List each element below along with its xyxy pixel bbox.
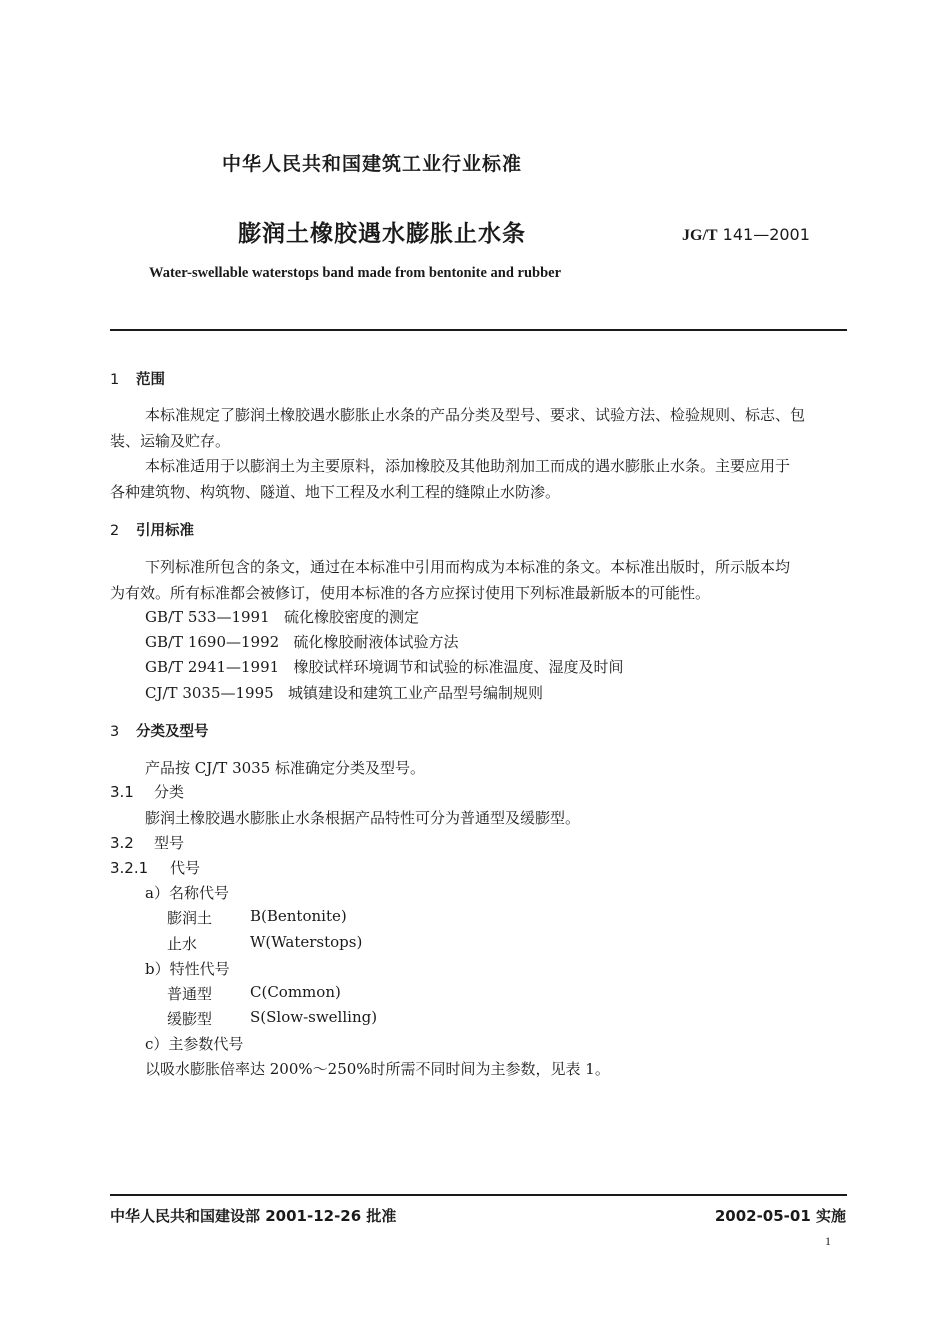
standard-category-heading: 中华人民共和国建筑工业行业标准: [222, 153, 523, 175]
subsection-3-2-1-heading: [110, 857, 200, 878]
reference-item: [145, 656, 624, 677]
subsection-3-1-heading: [110, 781, 184, 802]
paragraph-line: 以吸水膨胀倍率达 200%～250%时所需不同时间为主参数，见表 1。: [145, 1060, 610, 1078]
section-2-heading: [110, 519, 194, 540]
reference-name: 城镇建设和建筑工业产品型号编制规则: [287, 684, 543, 702]
page-number: 1: [825, 1234, 831, 1248]
paragraph-line: 本标准规定了膨润土橡胶遇水膨胀止水条的产品分类及型号、要求、试验方法、检验规则、标志、包: [145, 406, 806, 424]
reference-item: [145, 631, 459, 652]
reference-name: 硫化橡胶密度的测定: [283, 608, 419, 626]
list-label: a）名称代号: [145, 884, 229, 902]
section-number: 2: [110, 523, 120, 539]
document-title: 膨润土橡胶遇水膨胀止水条: [238, 221, 526, 247]
paragraph-line: 各种建筑物、构筑物、隧道、地下工程及水利工程的缝隙止水防渗。: [110, 483, 561, 501]
subsection-3-2-heading: [110, 832, 184, 853]
footer-divider: [110, 1194, 847, 1196]
code-item-value: C(Common): [250, 983, 341, 1001]
code-item-value: W(Waterstops): [250, 933, 363, 951]
subsection-number: 3.1: [110, 783, 134, 801]
reference-code: GB/T 1690—1992: [145, 633, 280, 651]
paragraph-line: 产品按 CJ/T 3035 标准确定分类及型号。: [145, 759, 426, 777]
reference-code: GB/T 2941—1991: [145, 658, 280, 676]
subsection-title: 分类: [154, 783, 185, 801]
approval-line: 中华人民共和国建设部 2001-12-26 批准: [110, 1207, 397, 1225]
paragraph-line: 本标准适用于以膨润土为主要原料，添加橡胶及其他助剂加工而成的遇水膨胀止水条。主要应用于: [145, 457, 791, 475]
list-label: b）特性代号: [145, 960, 230, 978]
section-3-heading: [110, 720, 209, 741]
paragraph-line: 膨润土橡胶遇水膨胀止水条根据产品特性可分为普通型及缓膨型。: [145, 809, 581, 827]
code-item-name: 缓膨型: [167, 1010, 213, 1028]
english-title: Water-swellable waterstops band made from bentonite and rubber: [149, 265, 562, 281]
code-item-name: 普通型: [167, 985, 213, 1003]
standard-code-number: 141—2001: [722, 225, 810, 244]
header-divider: [110, 329, 847, 331]
reference-item: [145, 682, 543, 703]
subsection-title: 代号: [170, 859, 201, 877]
section-title: 分类及型号: [136, 724, 209, 740]
code-item-name: 止水: [167, 935, 198, 953]
section-title: 范围: [136, 372, 165, 388]
code-item-name: 膨润土: [167, 909, 213, 927]
reference-name: 橡胶试样环境调节和试验的标准温度、湿度及时间: [293, 658, 624, 676]
subsection-number: 3.2.1: [110, 859, 149, 877]
subsection-number: 3.2: [110, 834, 134, 852]
paragraph-line: 装、运输及贮存。: [110, 432, 231, 450]
reference-code: GB/T 533—1991: [145, 608, 270, 626]
section-number: 3: [110, 724, 120, 740]
implementation-date: 2002-05-01 实施: [714, 1207, 846, 1225]
subsection-title: 型号: [154, 834, 185, 852]
reference-item: [145, 606, 419, 627]
paragraph-line: 为有效。所有标准都会被修订，使用本标准的各方应探讨使用下列标准最新版本的可能性。: [110, 584, 711, 602]
section-title: 引用标准: [136, 523, 194, 539]
section-1-heading: [110, 368, 165, 389]
code-item-value: B(Bentonite): [250, 907, 347, 925]
reference-name: 硫化橡胶耐液体试验方法: [293, 633, 459, 651]
section-number: 1: [110, 372, 120, 388]
standard-code: [682, 225, 810, 245]
code-item-value: S(Slow-swelling): [250, 1008, 378, 1026]
standard-code-prefix: JG/T: [682, 227, 718, 244]
list-label: c）主参数代号: [145, 1035, 244, 1053]
paragraph-line: 下列标准所包含的条文，通过在本标准中引用而构成为本标准的条文。本标准出版时，所示版本均: [145, 558, 791, 576]
reference-code: CJ/T 3035—1995: [145, 684, 274, 702]
